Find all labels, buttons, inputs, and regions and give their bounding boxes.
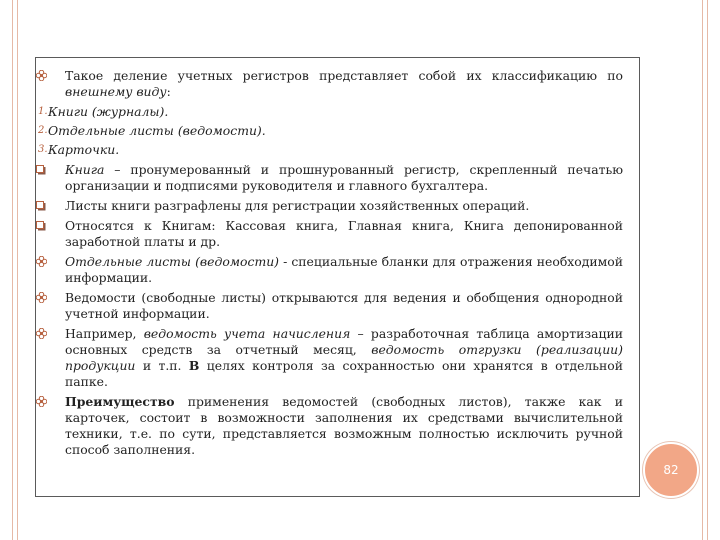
item-text: – пронумерованный и прошнурованный регистр, скрепленный печатью организации и подписями руководителя и главного бухгалтера. [65,162,623,193]
list-item [36,142,641,158]
item-text: Преимущество [65,394,175,409]
list-item [36,290,641,322]
list-item [36,162,641,194]
content-frame [35,57,640,497]
item-text: Ведомости (свободные листы) открываются для ведения и обобщения однородной учетной информации. [65,290,623,321]
list-item [36,123,641,139]
list-item [36,218,641,250]
item-text: : [166,84,171,99]
checkbox-bullet-icon [36,221,50,233]
item-text: ведомость отгрузки (реализации) продукции [65,342,623,373]
item-text: Карточки. [48,142,120,157]
item-text: Такое деление учетных регистров представляет собой их классификацию по [65,68,623,83]
item-text: Отдельные листы (ведомости). [48,123,266,138]
list-item [36,394,641,458]
list-item [36,104,641,120]
item-text: Относятся к Книгам: Кассовая книга, Главная книга, Книга депонированной заработной платы и др. [65,218,623,249]
item-text: Книга [65,162,105,177]
item-text: Листы книги разграфлены для регистрации хозяйственных операций. [65,198,530,213]
page-number-badge [643,442,699,498]
bullet-list [36,68,641,458]
flower-bullet-icon [36,292,50,304]
item-text: В [188,358,200,373]
list-item [36,68,641,100]
item-text: – разработочная таблица амортизации основных средств за отчетный месяц, [65,326,623,357]
item-text: и т.п. [135,358,189,373]
list-item [36,326,641,390]
item-text: Отдельные листы (ведомости) [65,254,280,269]
item-text: применения ведомостей (свободных листов), также как и карточек, состоит в возможности заполнения их средствами вычислительной техники, т.е. по сути, представляется возможным полностью исключить ручной способ заполнения. [65,394,623,457]
left-border-line-inner [17,0,18,540]
checkbox-bullet-icon [36,165,50,177]
item-text: Книги (журналы). [48,104,169,119]
item-text: - специальные бланки для отражения необходимой информации. [65,254,623,285]
left-border-line-outer [12,0,13,540]
flower-bullet-icon [36,328,50,340]
list-number: 3. [38,144,48,155]
list-item [36,198,641,214]
flower-bullet-icon [36,256,50,268]
right-border-line-outer [707,0,708,540]
right-border-line-inner [702,0,703,540]
flower-bullet-icon [36,396,50,408]
list-number: 1. [38,106,48,117]
item-text: Например, [65,326,144,341]
list-item [36,254,641,286]
item-text: целях контроля за сохранностью они хранятся в отдельной папке. [65,358,623,389]
flower-bullet-icon [36,70,50,82]
item-text: ведомость учета начисления [143,326,351,341]
page-number: 82 [663,463,679,477]
checkbox-bullet-icon [36,201,50,213]
item-text: внешнему виду [65,84,167,99]
list-number: 2. [38,125,48,136]
